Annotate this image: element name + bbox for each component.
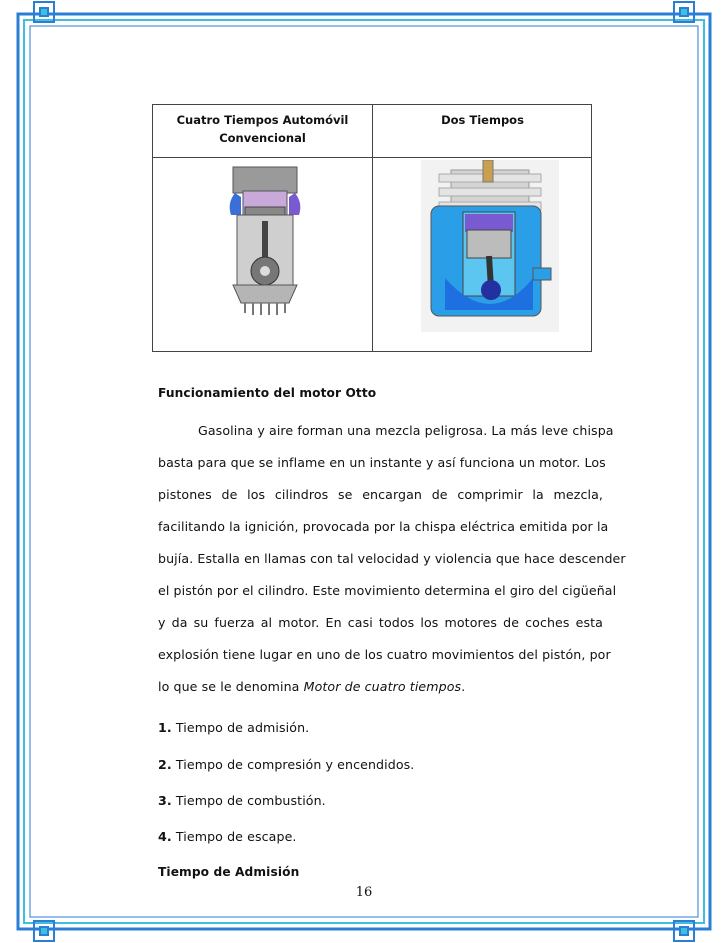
paragraph-line-5: bujía. Estalla en llamas con tal velocidad y violencia que hace descender bbox=[158, 551, 626, 566]
paragraph-line-1: Gasolina y aire forman una mezcla peligrosa. La más leve chispa bbox=[198, 423, 614, 438]
list-item-text: Tiempo de escape. bbox=[175, 829, 297, 844]
list-item bbox=[158, 757, 603, 772]
comparison-table bbox=[152, 104, 592, 352]
list-item-number: 1. bbox=[158, 720, 172, 735]
table-column-divider bbox=[372, 105, 373, 351]
two-stroke-header: Dos Tiempos bbox=[441, 113, 524, 127]
subheading: Tiempo de Admisión bbox=[158, 865, 300, 879]
paragraph-line-3: pistones de los cilindros se encargan de comprimir la mezcla, bbox=[158, 487, 603, 502]
four-stroke-header-line1: Cuatro Tiempos Automóvil bbox=[176, 113, 349, 127]
four-stroke-header-line2: Convencional bbox=[219, 131, 306, 145]
paragraph-line-7: y da su fuerza al motor. En casi todos los motores de coches esta bbox=[158, 615, 603, 630]
paragraph-line-9 bbox=[158, 679, 603, 694]
motor-cuatro-tiempos-term: Motor de cuatro tiempos bbox=[303, 679, 462, 694]
paragraph-line-6: el pistón por el cilindro. Este movimiento determina el giro del cigüeñal bbox=[158, 583, 617, 598]
page-number: 16 bbox=[355, 885, 373, 900]
four-stroke-engine-image bbox=[223, 163, 307, 323]
list-item-number: 2. bbox=[158, 757, 172, 772]
paragraph-line-4: facilitando la ignición, provocada por la chispa eléctrica emitida por la bbox=[158, 519, 609, 534]
list-item-text: Tiempo de combustión. bbox=[175, 793, 326, 808]
paragraph-line-8: explosión tiene lugar en uno de los cuatro movimientos del pistón, por bbox=[158, 647, 611, 662]
list-item bbox=[158, 829, 603, 844]
paragraph-line-9-start: lo que se le denomina bbox=[158, 679, 304, 694]
list-item bbox=[158, 793, 603, 808]
list-item-text: Tiempo de compresión y encendidos. bbox=[175, 757, 415, 772]
two-stroke-engine-image bbox=[421, 160, 559, 332]
paragraph-line-9-end: . bbox=[461, 679, 466, 694]
list-item bbox=[158, 720, 603, 735]
list-item-number: 3. bbox=[158, 793, 172, 808]
list-item-text: Tiempo de admisión. bbox=[175, 720, 310, 735]
list-item-number: 4. bbox=[158, 829, 172, 844]
section-title: Funcionamiento del motor Otto bbox=[158, 386, 377, 400]
paragraph-line-2: basta para que se inflame en un instante y así funciona un motor. Los bbox=[158, 455, 606, 470]
four-stroke-header bbox=[153, 111, 372, 147]
